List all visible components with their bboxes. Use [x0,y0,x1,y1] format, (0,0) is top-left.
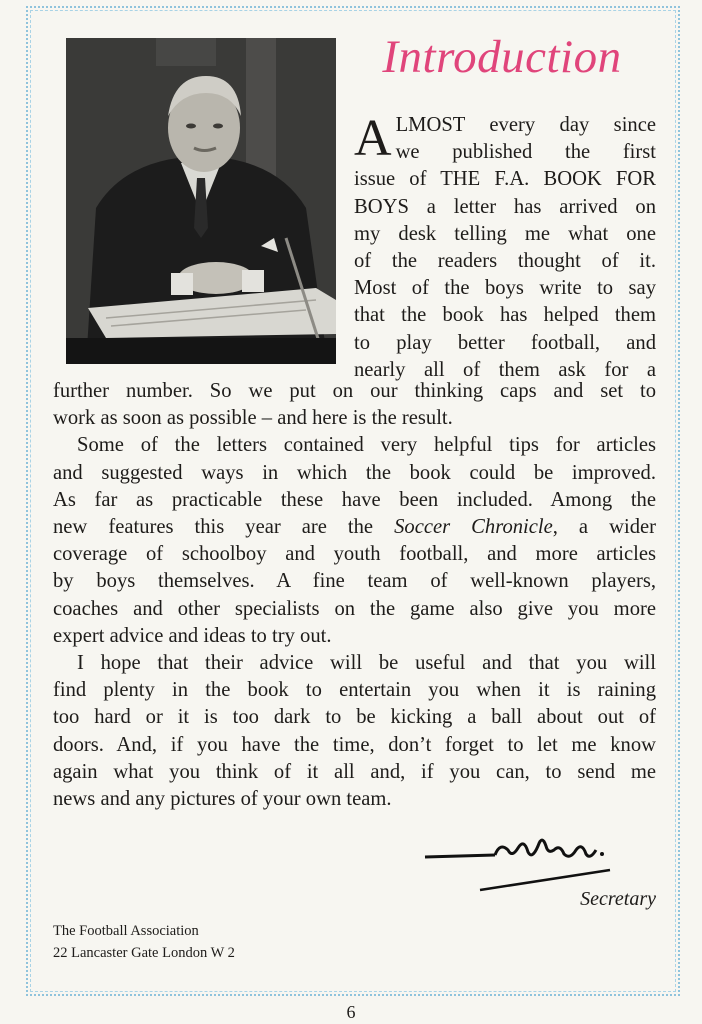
body-line-mixed [53,514,656,541]
body-line-part: , a wider [552,516,656,539]
intro-line: of the readers thought of it. [354,250,656,273]
body-line: Some of the letters contained very helpful tips for articles [77,434,656,457]
body-line: find plenty in the book to entertain you when it is raining [53,679,656,702]
intro-line: BOYS a letter has arrived on [354,195,656,218]
body-line: coaches and other specialists on the game also give you more [53,597,656,620]
intro-line: nearly all of them ask for a [354,358,656,381]
intro-line: to play better football, and [354,331,656,354]
body-line: As far as practicable these have been included. Among the [53,488,656,511]
intro-line: Most of the boys write to say [354,277,656,300]
body-line: coverage of schoolboy and youth football, and more articles [53,543,656,566]
page-title: Introduction [382,31,622,83]
intro-paragraph [354,112,656,384]
portrait-photo [66,38,336,364]
intro-line: issue of THE F.A. BOOK FOR [354,168,656,191]
address-line-2: 22 Lancaster Gate London W 2 [53,945,235,961]
body-line: news and any pictures of your own team. [53,788,392,811]
intro-line: LMOST every day since [395,114,656,136]
body-line: too hard or it is too dark to be kicking a ball about out of [53,706,656,729]
address-line-1: The Football Association [53,923,199,939]
body-line: doors. And, if you have the time, don’t forget to let me know [53,733,656,756]
portrait-illustration [66,38,336,364]
body-line: again what you think of it all and, if you can, to send me [53,760,656,783]
body-line: I hope that their advice will be useful and that you will [77,652,656,675]
body-line: work as soon as possible – and here is the result. [53,407,453,430]
body-line: and suggested ways in which the book could be improved. [53,461,656,484]
soccer-chronicle-title: Soccer Chronicle [394,516,553,539]
body-line: further number. So we put on our thinking caps and set to [53,380,656,402]
drop-cap: A [354,110,392,167]
address-block [53,920,235,964]
intro-line: my desk telling me what one [354,222,656,245]
signature-role: Secretary [580,888,656,910]
page-number: 6 [346,1002,356,1022]
body-line-part: new features this year are the [53,516,374,539]
intro-line: that the book has helped them [354,304,656,327]
body-text [53,378,656,813]
body-line: expert advice and ideas to try out. [53,624,332,647]
body-line: by boys themselves. A fine team of well-known players, [53,570,656,593]
intro-line: we published the first [395,141,656,164]
